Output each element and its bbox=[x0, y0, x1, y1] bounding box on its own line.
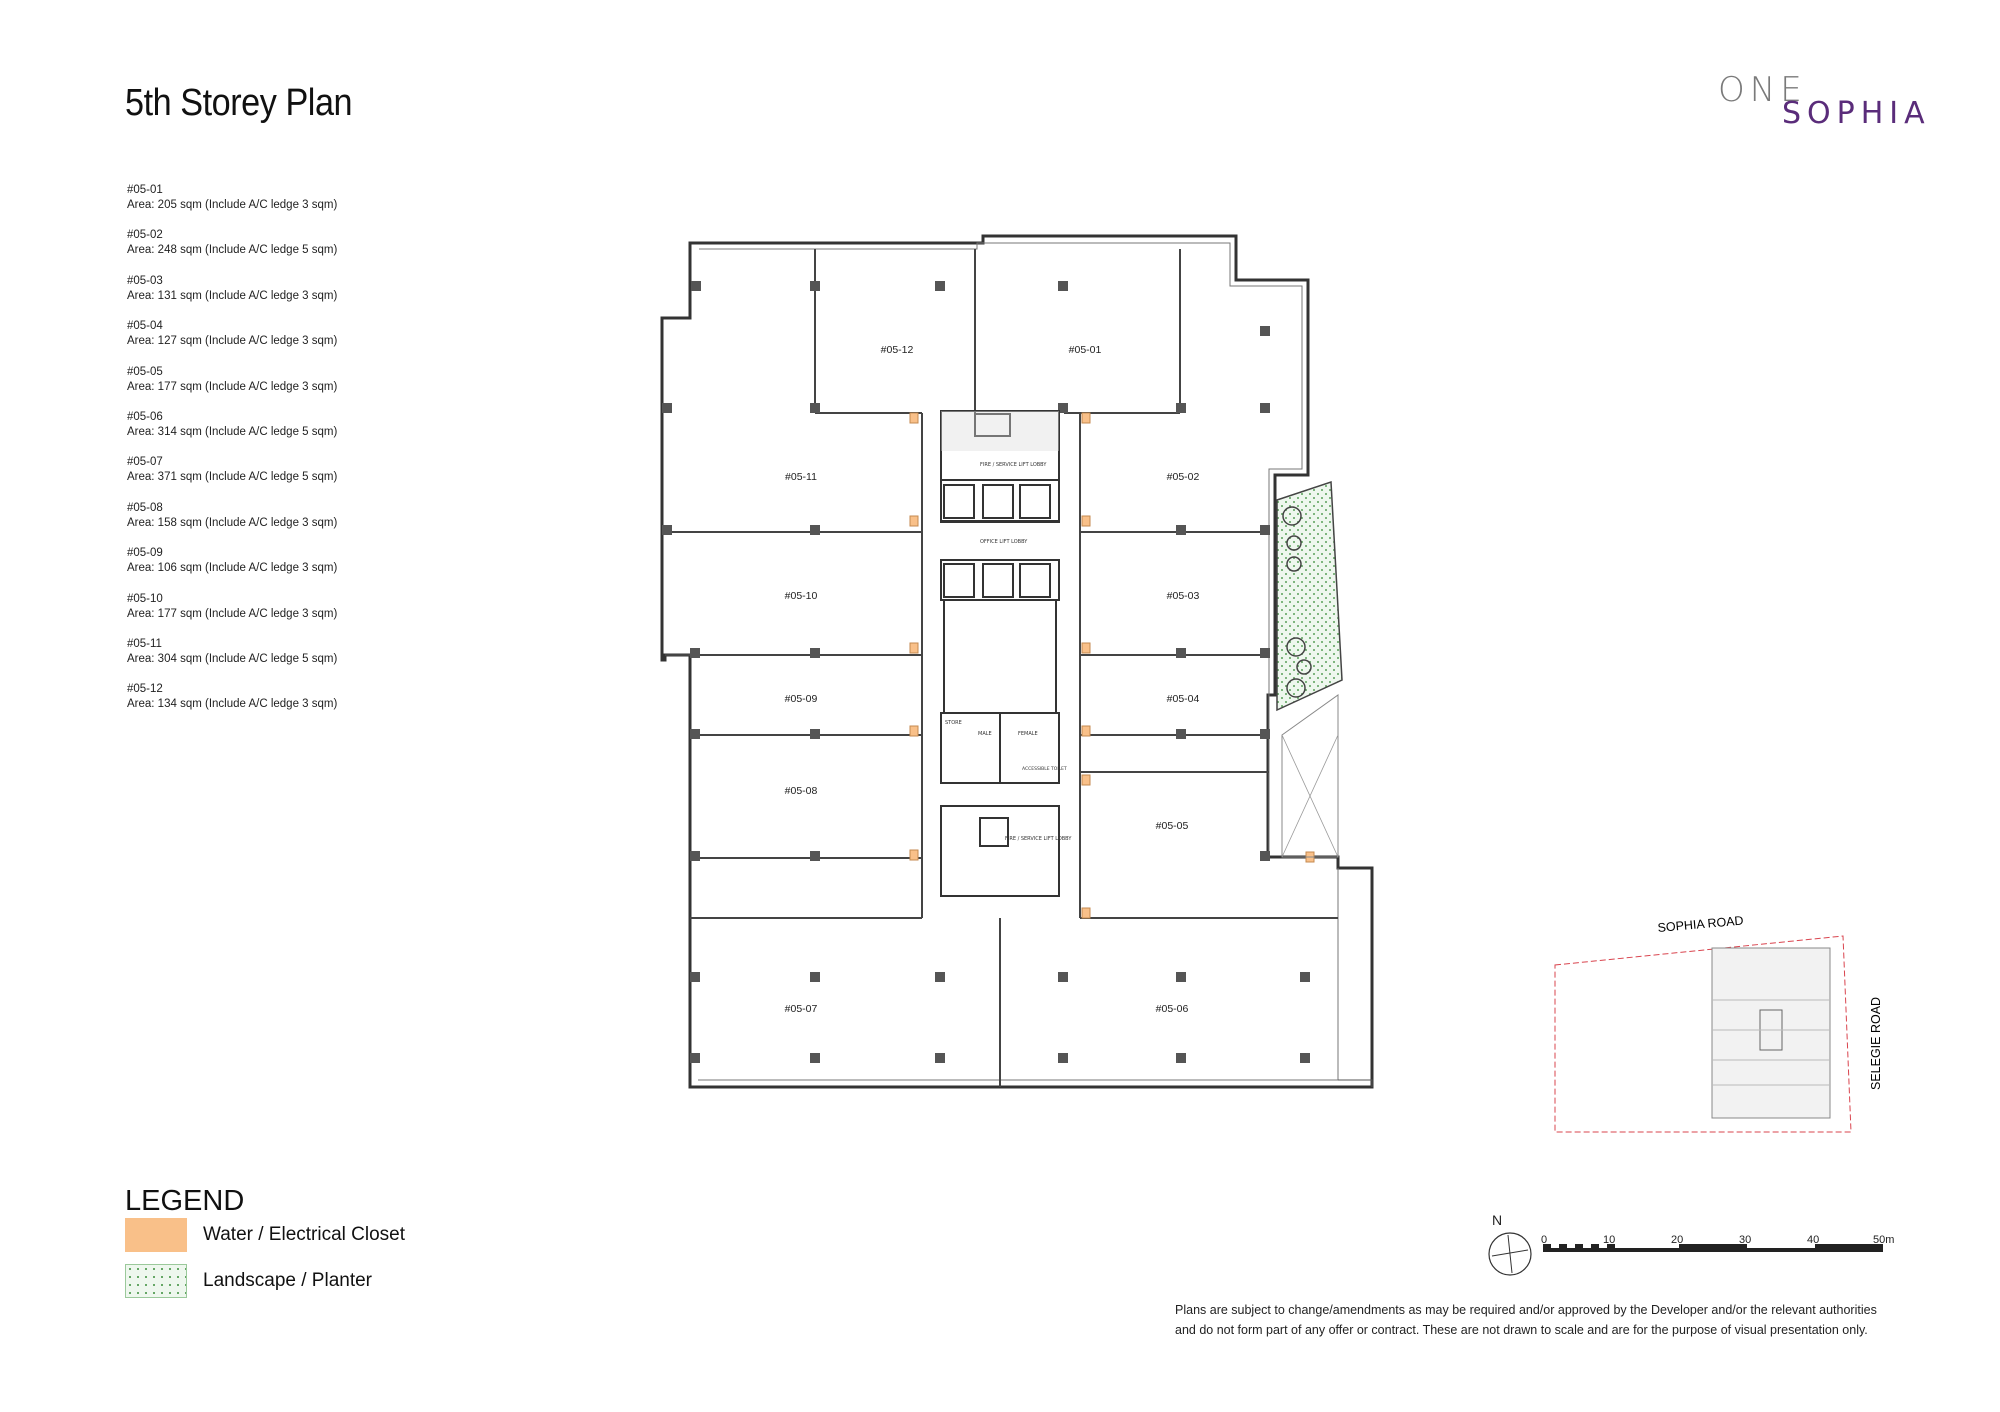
unit-label-11: #05-11 bbox=[785, 471, 817, 483]
fire-lobby-bottom-label: FIRE / SERVICE LIFT LOBBY bbox=[1005, 836, 1072, 842]
disclaimer-line: and do not form part of any offer or contract. These are not drawn to scale and are for the purpose of visual presentation only. bbox=[1175, 1323, 1868, 1337]
male-label: MALE bbox=[978, 731, 992, 737]
accessible-toilet-label: ACCESSIBLE TOILET bbox=[1022, 767, 1067, 772]
scale-tick-0: 0 bbox=[1541, 1234, 1548, 1246]
unit-id: #05-05 bbox=[127, 365, 163, 378]
fire-lobby-top-label: FIRE / SERVICE LIFT LOBBY bbox=[980, 462, 1047, 468]
scale-tick-10: 10 bbox=[1603, 1234, 1616, 1246]
legend-title: LEGEND bbox=[125, 1185, 245, 1217]
unit-id: #05-06 bbox=[127, 410, 163, 423]
scale-tick-30: 30 bbox=[1739, 1234, 1752, 1246]
water-electrical-swatch bbox=[125, 1218, 187, 1252]
landscape-planter-swatch bbox=[125, 1264, 187, 1298]
unit-id: #05-04 bbox=[127, 320, 163, 333]
unit-area: Area: 158 sqm (Include A/C ledge 3 sqm) bbox=[127, 516, 338, 529]
logo-sophia: SOPHIA bbox=[1782, 96, 1931, 131]
unit-label-09: #05-09 bbox=[784, 693, 818, 705]
unit-label-08: #05-08 bbox=[784, 785, 818, 797]
page-title: 5th Storey Plan bbox=[125, 82, 353, 124]
unit-id: #05-08 bbox=[127, 501, 163, 514]
store-label: STORE bbox=[945, 720, 962, 726]
water-electrical-closets bbox=[910, 413, 1314, 918]
unit-label-07: #05-07 bbox=[784, 1003, 818, 1015]
site-key-plan bbox=[1555, 914, 1883, 1132]
landscape-planter bbox=[1277, 482, 1342, 710]
unit-area: Area: 177 sqm (Include A/C ledge 3 sqm) bbox=[127, 607, 338, 620]
unit-id: #05-07 bbox=[127, 456, 163, 469]
legend-label: Landscape / Planter bbox=[203, 1270, 373, 1291]
unit-area: Area: 177 sqm (Include A/C ledge 3 sqm) bbox=[127, 380, 338, 393]
unit-label-06: #05-06 bbox=[1155, 1003, 1189, 1015]
structural-columns bbox=[662, 281, 1310, 1063]
unit-area: Area: 127 sqm (Include A/C ledge 3 sqm) bbox=[127, 335, 338, 348]
unit-label-03: #05-03 bbox=[1166, 590, 1200, 602]
unit-label-10: #05-10 bbox=[784, 590, 818, 602]
unit-label-02: #05-02 bbox=[1166, 471, 1200, 483]
logo-one: ONE bbox=[1718, 70, 1807, 110]
selegie-road-label: SELEGIE ROAD bbox=[1869, 996, 1883, 1090]
unit-area: Area: 205 sqm (Include A/C ledge 3 sqm) bbox=[127, 199, 338, 211]
sophia-road-label: SOPHIA ROAD bbox=[1657, 913, 1745, 935]
unit-id: #05-09 bbox=[127, 547, 163, 560]
unit-area: Area: 248 sqm (Include A/C ledge 5 sqm) bbox=[127, 244, 338, 257]
unit-id: #05-12 bbox=[127, 683, 163, 696]
unit-id: #05-11 bbox=[127, 637, 162, 650]
unit-label-01: #05-01 bbox=[1068, 344, 1102, 356]
unit-area: Area: 134 sqm (Include A/C ledge 3 sqm) bbox=[127, 698, 338, 711]
unit-label-04: #05-04 bbox=[1166, 693, 1200, 705]
unit-label-05: #05-05 bbox=[1155, 820, 1189, 832]
void-area bbox=[1282, 695, 1338, 857]
unit-area: Area: 131 sqm (Include A/C ledge 3 sqm) bbox=[127, 289, 338, 302]
disclaimer bbox=[1175, 1300, 1895, 1340]
unit-area: Area: 314 sqm (Include A/C ledge 5 sqm) bbox=[127, 425, 338, 438]
unit-partitions bbox=[665, 249, 1338, 1087]
scale-tick-50: 50m bbox=[1873, 1234, 1895, 1246]
disclaimer-line: Plans are subject to change/amendments as may be required and/or approved by the Developer and/or the relevant authorities bbox=[1175, 1303, 1877, 1317]
unit-label-12: #05-12 bbox=[880, 344, 914, 356]
unit-id: #05-10 bbox=[127, 592, 163, 605]
legend-label: Water / Electrical Closet bbox=[203, 1224, 406, 1245]
core bbox=[941, 411, 1059, 896]
unit-area: Area: 106 sqm (Include A/C ledge 3 sqm) bbox=[127, 562, 338, 575]
female-label: FEMALE bbox=[1018, 731, 1038, 737]
unit-id: #05-03 bbox=[127, 274, 163, 287]
north-label: N bbox=[1492, 1212, 1503, 1228]
scale-tick-20: 20 bbox=[1671, 1234, 1684, 1246]
unit-area: Area: 371 sqm (Include A/C ledge 5 sqm) bbox=[127, 471, 338, 484]
unit-id: #05-01 bbox=[127, 184, 163, 196]
scale-tick-40: 40 bbox=[1807, 1234, 1820, 1246]
unit-area: Area: 304 sqm (Include A/C ledge 5 sqm) bbox=[127, 652, 338, 665]
office-lobby-label: OFFICE LIFT LOBBY bbox=[980, 539, 1028, 545]
unit-id: #05-02 bbox=[127, 229, 163, 242]
scale-bar bbox=[1489, 1212, 1894, 1275]
building-outline bbox=[662, 236, 1372, 1087]
